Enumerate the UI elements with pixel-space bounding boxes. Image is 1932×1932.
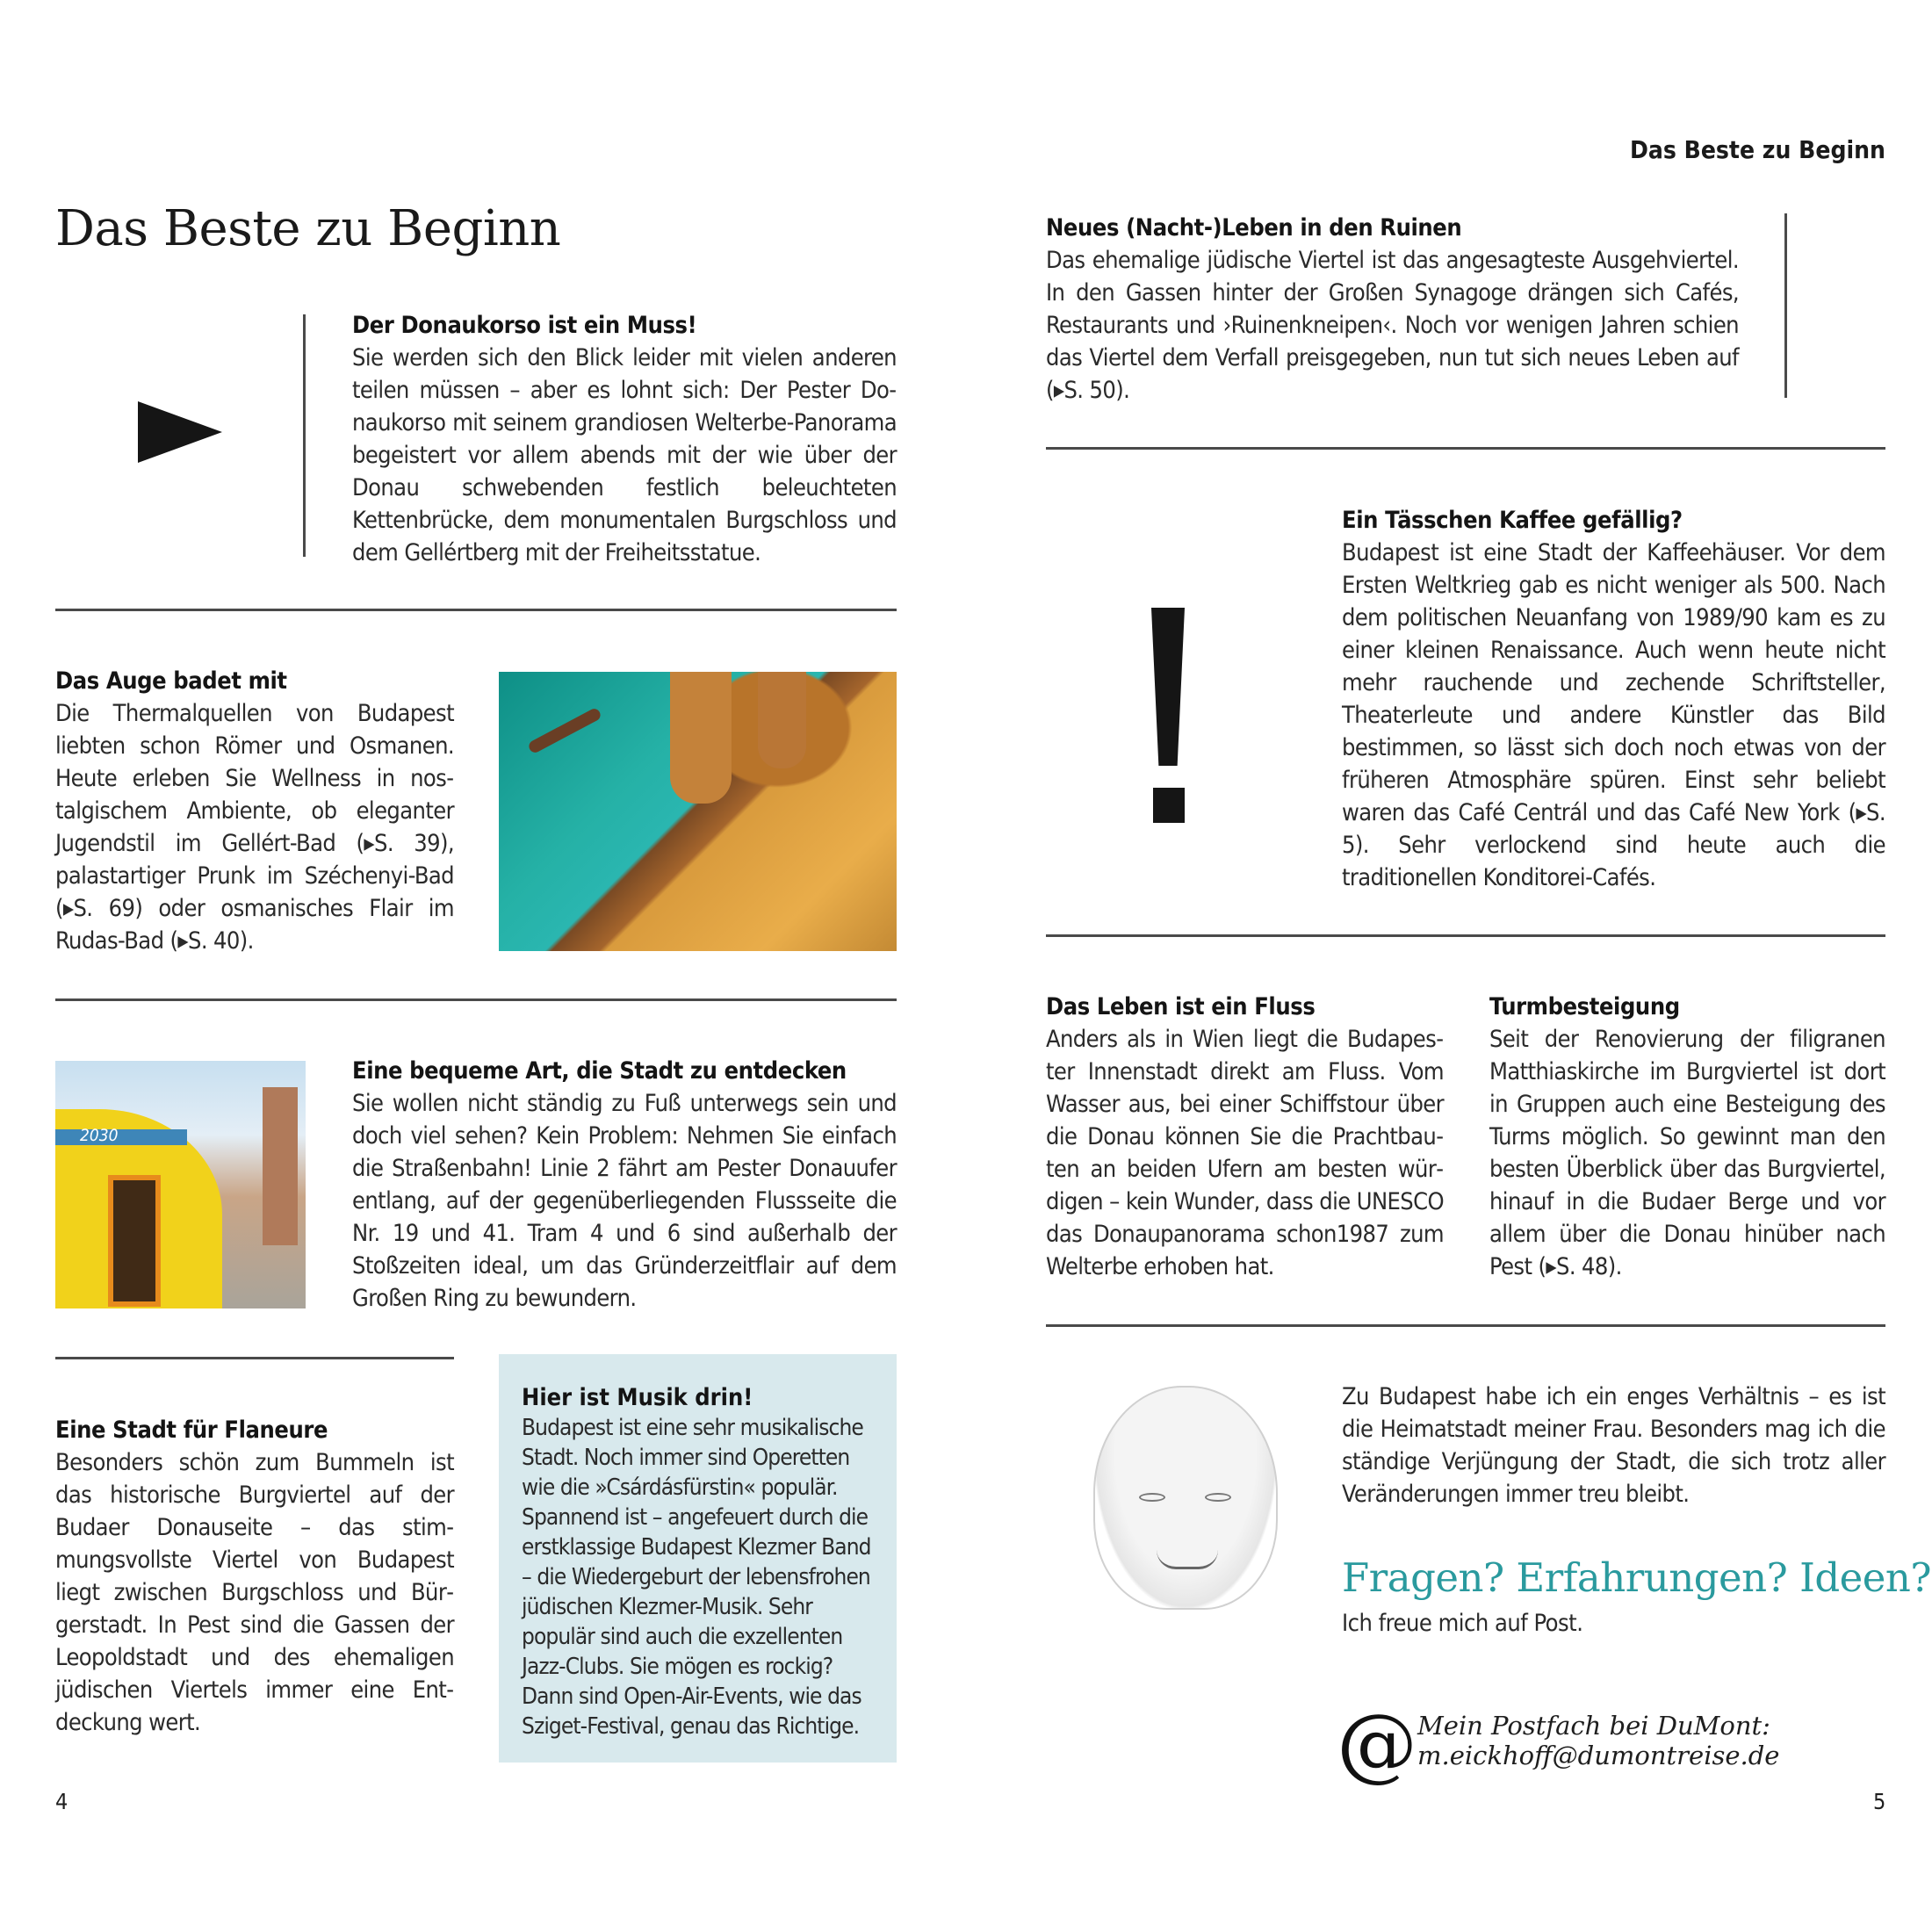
section-title: Das Auge badet mit <box>55 667 287 695</box>
eye-shape <box>1205 1493 1231 1502</box>
mailbox-label: Mein Postfach bei DuMont: <box>1417 1711 1770 1741</box>
author-intro <box>1342 1381 1885 1510</box>
page-number-right: 5 <box>1873 1789 1886 1814</box>
section-text: Seit der Renovierung der filigranen Matthiaskirche im Burgviertel ist dort in Gruppen auch eine Besteigung des Turms möglich. So gewinnt man den besten Überblick über das Burgviertel, hinauf in die Budaer Berge und vor allem über die Donau hinüber nach Pest (▸S. 48). <box>1489 1026 1885 1280</box>
divider <box>1046 447 1885 450</box>
section-text: Sie wollen nicht ständig zu Fuß unterwegs sein und doch viel sehen? Kein Problem: Nehmen Sie einfach die Straßenbahn! Linie 2 fährt am Pester Donauufer entlang, auf der gegenüberliegenden Flussseite die Nr. 19 und 41. Tram 4 und 6 sind außerhalb der Stoßzeiten ideal, um das Gründerzeitflair auf dem Großen Ring zu bewundern. <box>352 1090 897 1312</box>
eye-shape <box>1139 1493 1165 1502</box>
exclamation-icon <box>1151 608 1185 766</box>
section-text: Budapest ist eine Stadt der Kaffeehäuser. Vor dem Ersten Weltkrieg gab es nicht weniger als 500. Nach dem politischen Neuanfang von 1989/90 kam es zu einer kleinen Renaissance. Auch wenn heute nicht mehr rauchende und zechende Schriftsteller, Theaterleute und andere Künstler das Bild bestimmen, so lässt sich doch noch etwas von der früheren Atmosphäre spüren. Einst sehr beliebt waren das Café Centrál und das Café New York (▸S. 5). Sehr verlockend sind heute auch die traditionellen Konditorei-Cafés. <box>1342 539 1885 891</box>
post-text: Ich freue mich auf Post. <box>1342 1610 1583 1637</box>
page-number-left: 4 <box>55 1789 68 1814</box>
section-text: Anders als in Wien liegt die Budapester Innenstadt direkt am Fluss. Vom Wasser aus, bei einer Schiffstour über die Donau können Sie die Prachtbauten an beiden Ufern am besten würdigen – kein Wunder, dass die UNESCO das Donaupanorama schon1987 zum Welterbe erhoben hat. <box>1046 1026 1444 1280</box>
exclamation-dot <box>1153 788 1185 823</box>
section-flaneure <box>55 1414 454 1739</box>
swimmer-shape <box>527 707 602 755</box>
box-title: Hier ist Musik drin! <box>522 1384 753 1411</box>
section-text: Die Thermalquellen von Budapest liebten schon Römer und Osmanen. Heute erleben Sie Wellness in nostalgischem Ambiente, ob eleganter Jugendstil im Gellért-Bad (▸S. 39), palastartiger Prunk im Széchenyi-Bad (▸S. 69) oder osmanisches Flair im Rudas-Bad (▸S. 40). <box>55 700 454 955</box>
info-box-musik <box>499 1354 897 1763</box>
section-turm <box>1489 991 1885 1283</box>
section-title: Ein Tässchen Kaffee gefällig? <box>1342 507 1683 534</box>
author-portrait <box>1093 1386 1278 1610</box>
section-title: Das Leben ist ein Fluss <box>1046 993 1316 1020</box>
page-title: Das Beste zu Beginn <box>55 200 561 257</box>
divider <box>55 609 897 611</box>
question-heading: Fragen? Erfahrungen? Ideen? <box>1342 1554 1932 1601</box>
tram-photo <box>55 1061 306 1308</box>
section-title: Eine Stadt für Flaneure <box>55 1417 328 1444</box>
divider <box>1046 934 1885 937</box>
exclamation-bar <box>1151 608 1185 766</box>
divider <box>1046 1324 1885 1327</box>
author-intro-text: Zu Budapest habe ich ein enges Verhältnis – es ist die Heimatstadt meiner Frau. Besonders mag ich die ständige Verjüngung der Stadt, die sich trotz aller Veränderungen immer treu bleibt. <box>1342 1383 1885 1508</box>
section-donaukorso <box>352 309 897 569</box>
running-head: Das Beste zu Beginn <box>1629 135 1885 164</box>
section-kaffee <box>1342 504 1885 894</box>
section-auge <box>55 665 454 957</box>
vertical-rule <box>1784 213 1787 398</box>
section-title: Neues (Nacht-)Leben in den Ruinen <box>1046 214 1462 242</box>
tram-door-shape <box>108 1175 161 1307</box>
section-text: Das ehemalige jüdische Viertel ist das angesagteste Ausgehviertel. In den Gassen hinter der Großen Synagoge drängen sich Cafés, Restaurants und ›Ruinenkneipen‹. Noch vor wenigen Jahren schien das Viertel dem Verfall preisgegeben, nun tut sich neues Leben auf (▸S. 50). <box>1046 247 1739 404</box>
section-strassenbahn <box>352 1055 897 1315</box>
section-title: Eine bequeme Art, die Stadt zu entdecken <box>352 1057 847 1085</box>
thermal-bath-photo <box>499 672 897 951</box>
email-link[interactable]: m.eickhoff@dumontreise.de <box>1417 1741 1780 1770</box>
vertical-rule <box>303 314 306 557</box>
column-shape <box>670 672 732 804</box>
at-icon: @ <box>1337 1697 1417 1791</box>
section-ruinen <box>1046 212 1739 407</box>
divider <box>55 998 897 1001</box>
smile-shape <box>1157 1550 1218 1569</box>
box-text: Budapest ist eine sehr musikalische Stadt. Noch immer sind Operetten wie die »Csárdásfürstin« populär. Spannend ist – angefeuert durch die erstklassige Budapest Klezmer Band – die Wiedergeburt der lebensfrohen jüdischen Klezmer-Musik. Sehr populär sind auch die exzellenten Jazz-Clubs. Sie mögen es rockig? Dann sind Open-Air-Events, wie das Sziget-Festival, genau das Richtige. <box>522 1415 871 1740</box>
section-title: Der Donaukorso ist ein Muss! <box>352 312 697 339</box>
right-triangle-icon <box>138 401 222 463</box>
section-text: Besonders schön zum Bummeln ist das historische Burgviertel auf der Budaer Donauseite – das stimmungsvollste Viertel von Budapest liegt zwischen Burgschloss und Bürgerstadt. In Pest sind die Gassen der Leopoldstadt und des ehemaligen jüdischen Viertels immer eine Entdeckung wert. <box>55 1449 454 1736</box>
divider <box>55 1357 454 1359</box>
tram-number: 2030 <box>80 1126 119 1145</box>
section-text: Sie werden sich den Blick leider mit vielen anderen teilen müssen – aber es lohnt sich: Der Pester Donaukorso mit seinem grandiosen Welterbe-Panorama begeistert vor allem abends mit der wie über der Donau schwebenden festlich beleuchteten Kettenbrücke, dem monumentalen Burgschloss und dem Gellértberg mit der Freiheitsstatue. <box>352 344 897 566</box>
mailbox-block <box>1417 1711 1779 1770</box>
tram-stripe-shape <box>55 1129 187 1145</box>
section-title: Turmbesteigung <box>1489 993 1680 1020</box>
church-tower-shape <box>263 1087 298 1245</box>
section-fluss <box>1046 991 1444 1283</box>
column-shape <box>758 672 806 768</box>
